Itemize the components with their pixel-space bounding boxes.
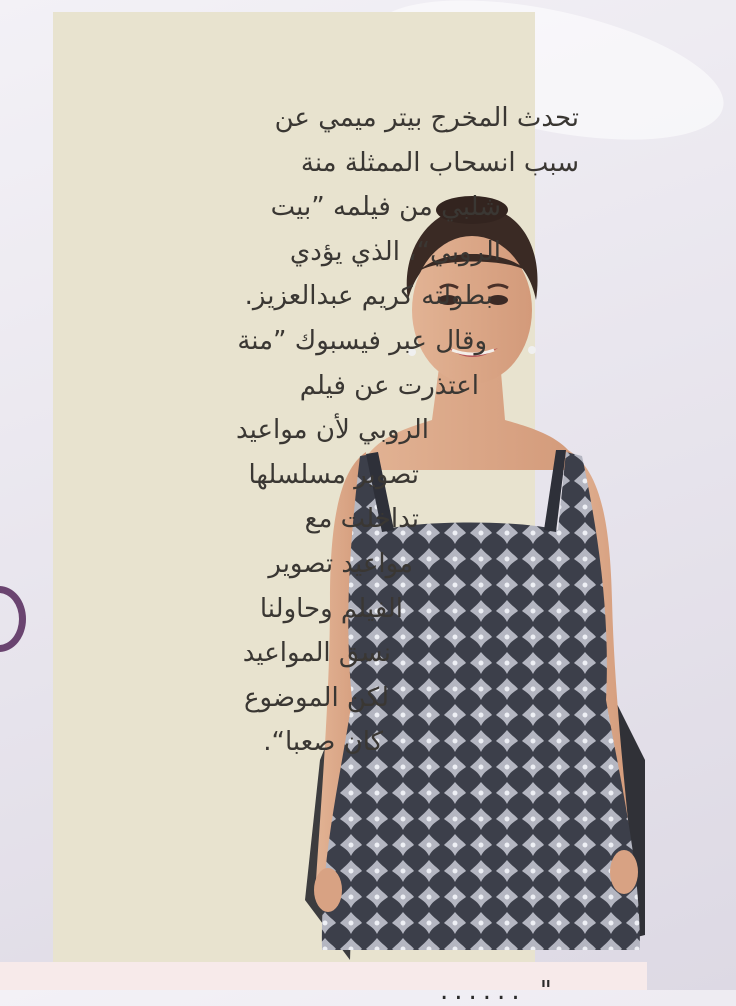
article-line: نسق المواعيد [242, 638, 391, 669]
article-line: لكن الموضوع [244, 682, 389, 713]
article-paragraph [77, 96, 579, 765]
article-line: بطولته كريم عبدالعزيز. [244, 281, 493, 312]
next-section-strip [0, 962, 647, 1006]
article-line: تداخلت مع [304, 504, 419, 535]
article-line: الروبي لأن مواعيد [236, 415, 429, 446]
article-line: تحدث المخرج بيتر ميمي عن [274, 103, 579, 133]
article-line: شلبي من فيلمه ”بيت [270, 192, 501, 223]
article-line: وقال عبر فيسبوك ”منة [237, 325, 487, 356]
article-line: سبب انسحاب الممثلة منة [300, 147, 579, 178]
article-line: كان صعبا“. [263, 727, 383, 758]
article-line: اعتذرت عن فيلم [299, 370, 479, 401]
article-line: تصوير مسلسلها [248, 459, 419, 490]
cropped-heading: " ...... [440, 976, 558, 1006]
article-line: الفيلم وحاولنا [259, 593, 403, 624]
article-line: مواعيد تصوير [268, 548, 413, 579]
article-line: الروبي“، الذي يؤدي [289, 236, 501, 267]
